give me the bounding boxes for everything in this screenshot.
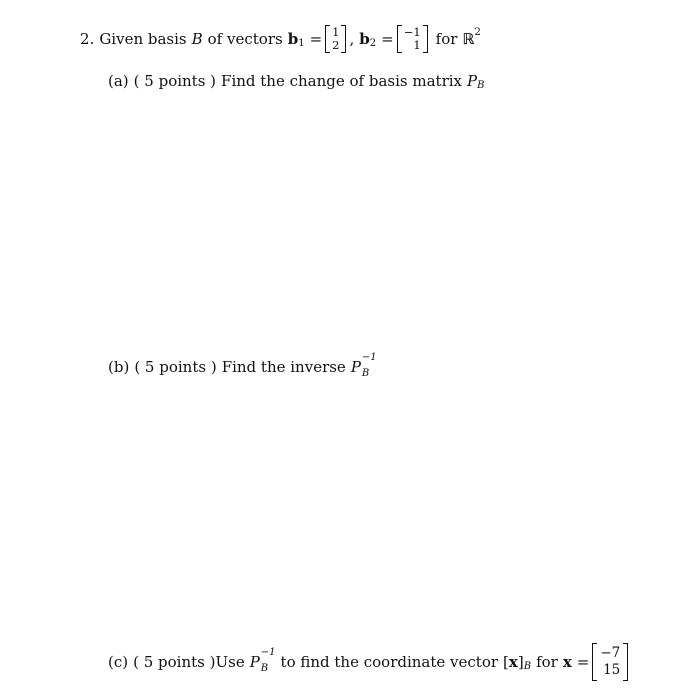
b2-vector (397, 25, 428, 53)
part-c-text: to find the coordinate vector (280, 653, 499, 671)
part-c-label: (c) (108, 653, 129, 671)
part-a-matrix-subscript: B (477, 79, 485, 91)
coord-basis-subscript: B (523, 660, 532, 672)
part-c-points: ( 5 points ) (133, 653, 216, 671)
b1-label: b (287, 30, 299, 48)
part-c-use-text: Use (215, 653, 245, 671)
problem-statement (80, 26, 481, 52)
b1-equals: = (309, 30, 323, 48)
part-c-inverse-superscript: −1 (260, 647, 276, 658)
real-space-symbol: ℝ (462, 30, 475, 48)
problem-number: 2. (80, 30, 95, 48)
x-entry: 15 (603, 662, 621, 678)
x-equals: = (576, 653, 590, 671)
part-b-matrix-symbol: P (350, 358, 361, 376)
part-c (108, 640, 631, 684)
of-vectors-text: of vectors (207, 30, 283, 48)
b1-entry: 1 (332, 25, 340, 39)
part-b-inverse-superscript: −1 (361, 352, 377, 363)
x-vector (592, 643, 628, 681)
comma: , (349, 30, 355, 48)
part-b-matrix-subscript: B (361, 368, 370, 379)
part-b-points: ( 5 points ) (134, 358, 217, 376)
coord-open-bracket: [ (503, 653, 509, 671)
b2-label: b (359, 30, 370, 48)
problem-intro: Given basis (99, 30, 187, 48)
for-text: for (435, 30, 458, 48)
part-c-matrix-symbol: P (249, 653, 260, 671)
coord-vector-x: x (508, 653, 518, 671)
b2-entry: −1 (403, 25, 421, 39)
part-a-points: ( 5 points ) (133, 72, 217, 90)
part-c-matrix-subscript: B (260, 663, 269, 674)
b2-equals: = (381, 30, 394, 48)
part-a-text: Find the change of basis matrix (221, 72, 462, 90)
b1-subscript: 1 (298, 37, 305, 49)
real-space-power: 2 (474, 26, 481, 38)
basis-symbol: B (191, 30, 203, 48)
b1-entry: 2 (332, 38, 340, 52)
part-b (108, 352, 377, 379)
part-b-label: (b) (108, 358, 130, 376)
x-entry: −7 (600, 645, 621, 661)
coord-close-bracket: ] (517, 653, 524, 671)
part-c-for-text: for (536, 653, 558, 671)
b2-entry: 1 (413, 38, 421, 52)
part-a-matrix-symbol: P (467, 72, 478, 90)
b1-vector (325, 25, 346, 53)
part-a-label: (a) (108, 72, 129, 90)
part-a (108, 70, 484, 92)
b2-subscript: 2 (369, 37, 377, 49)
x-label: x (562, 653, 572, 671)
part-b-text: Find the inverse (221, 358, 346, 376)
